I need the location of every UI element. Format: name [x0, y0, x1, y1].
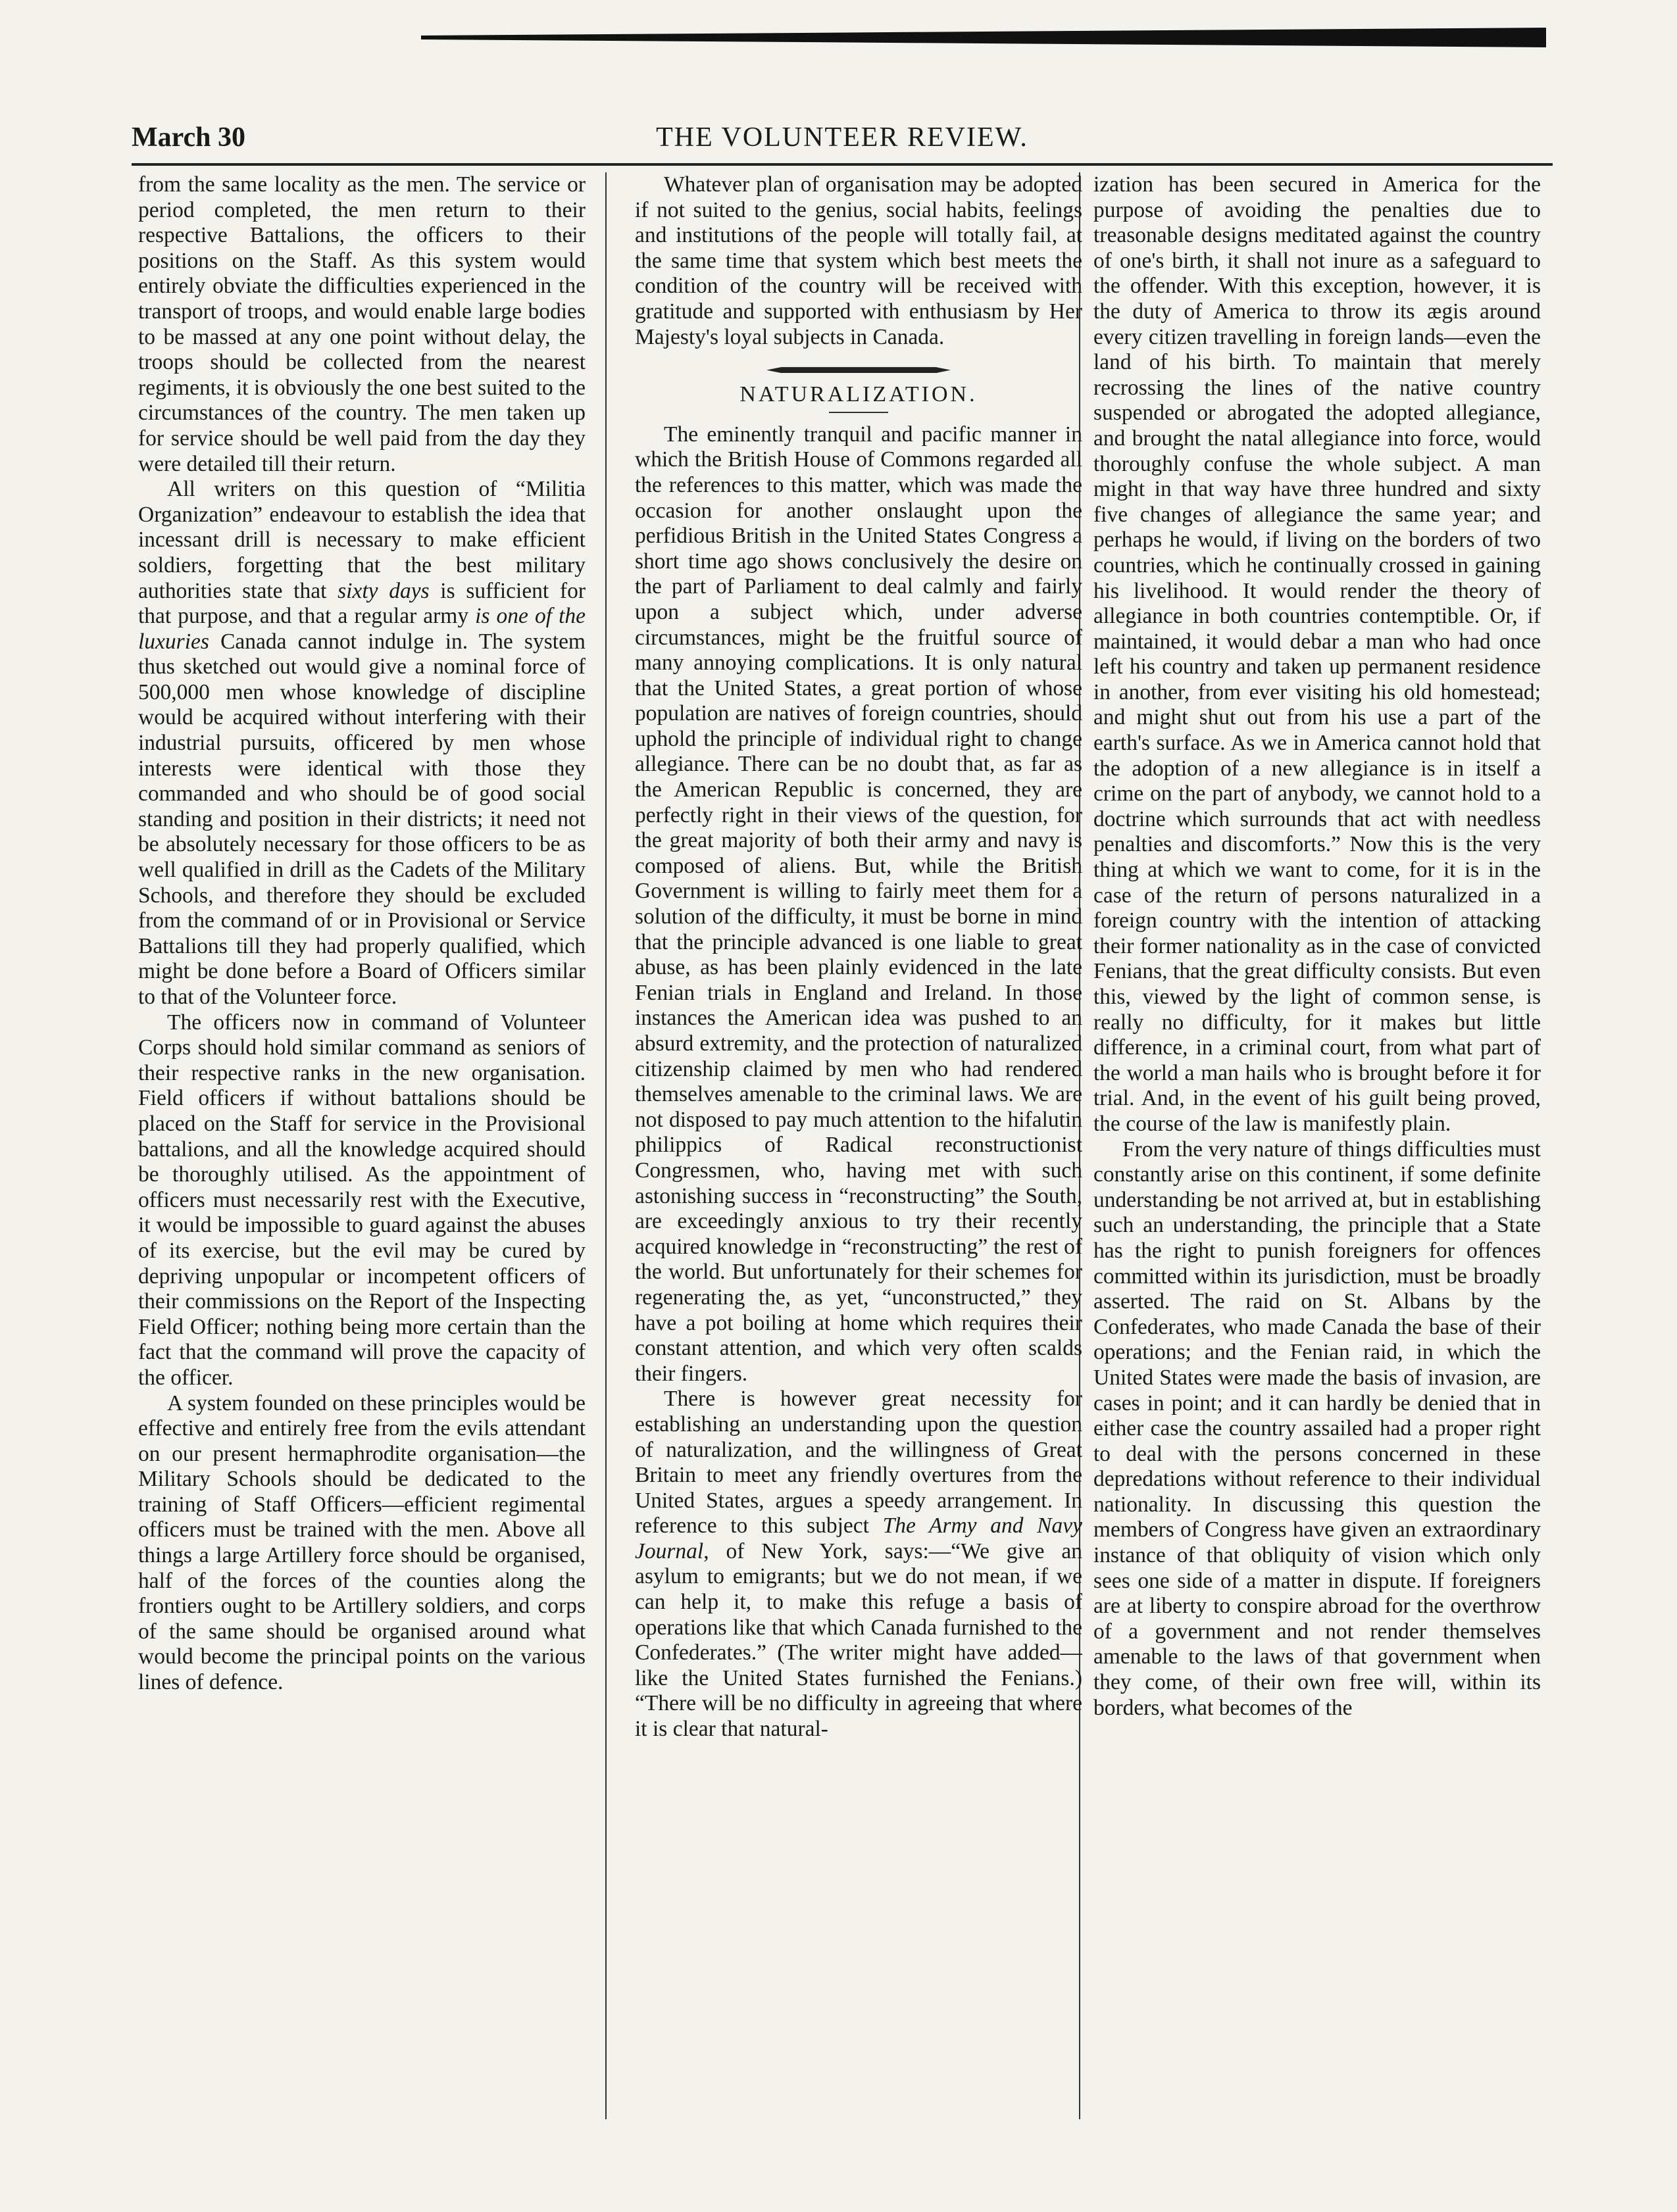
column-3	[1093, 172, 1541, 2146]
column-1	[138, 172, 586, 2146]
publication-title: THE VOLUNTEER REVIEW.	[656, 122, 1028, 153]
text-run: There is however great necessity for establishing an understanding upon the question of naturalization, and the willingness of Great Britain to meet any friendly overtures from the United States, argues a speedy arrangement. In reference to this subject	[635, 1387, 1082, 1538]
text-run: All writers on this question of “Militia Organization” endeavour to establish the idea that incessant drill is necessary to make efficient soldiers, forgetting that the best military authorities state that	[138, 477, 586, 603]
italic-text: sixty days	[338, 578, 430, 603]
paragraph: The eminently tranquil and pacific manner in which the British House of Commons regarded all the references to this matter, which was made the occasion for another onslaught upon the perfidious British in the United States Congress a short time ago shows conclusively the desire on the part of Parliament to deal calmly and fairly upon a subject which, under adverse circumstances, might be the fruitful source of many annoying complications. It is only natural that the United States, a great portion of whose population are natives of foreign countries, should uphold the principle of individual right to change allegiance. There can be no doubt that, as far as the American Republic is concerned, they are perfectly right in their views of the question, for the great majority of both their army and navy is composed of aliens. But, while the British Government is willing to fairly meet them for a solution of the difficulty, it must be borne in mind that the principle advanced is one liable to great abuse, as has been plainly evidenced in the late Fenian trials in England and Ireland. In those instances the American idea was pushed to an absurd extremity, and the protection of naturalized citizenship claimed by men who had rendered themselves amenable to the criminal laws. We are not disposed to pay much attention to the hifalutin philippics of Radical reconstructionist Congressmen, who, having met with such astonishing success in “reconstructing” the South, are exceedingly anxious to try their recently acquired knowledge in “reconstructing” the rest of the world. But unfortunately for their schemes for regenerating the, as yet, “unconstructed,” they have a pot boiling at home which requires their constant attention, and which very often scalds their fingers.	[635, 422, 1082, 1386]
heading-underline	[829, 412, 888, 413]
header-rule	[132, 163, 1553, 166]
paragraph: from the same locality as the men. The service or period completed, the men return to their respective Battalions, the officers to their positions on the Staff. As this system would entirely obviate the difficulties experienced in the transport of troops, and would enable large bodies to be massed at any one point without delay, the troops should be collected from the nearest regiments, it is obviously the one best suited to the circumstances of the country. The men taken up for service should be well paid from the day they were detailed till their return.	[138, 172, 586, 476]
text-run: is sufficient for that purpose, and that a regular army	[138, 578, 586, 629]
paragraph: ization has been secured in America for the purpose of avoiding the penalties due to treasonable designs meditated against the country of one's birth, it shall not inure as a safeguard to the offender. With this exception, however, it is the duty of America to throw its ægis around every citizen travelling in foreign lands—even the land of his birth. To maintain that merely recrossing the lines of the native country suspended or abrogated the adopted allegiance, and brought the natal allegiance into force, would thoroughly confuse the whole subject. A man might in that way have three hundred and sixty five changes of allegiance the same year; and perhaps he would, if living on the borders of two countries, which he continually crossed in gaining his livelihood. It would render the theory of allegiance in both countries contemptible. Or, if maintained, it would debar a man who had once left his country and taken up permanent residence in another, from ever visiting his old homestead; and might shut out from his use a part of the earth's surface. As we in America cannot hold that the adoption of a new allegiance is in itself a crime on the part of anybody, we cannot hold to a doctrine which surrounds that act with needless penalties and discomforts.” Now this is the very thing at which we want to come, for it is in the case of the return of persons naturalized in a foreign country with the intention of attacking their former nationality as in the case of convicted Fenians, that the great difficulty consists. But even this, viewed by the light of common sense, is really no difficulty, for it makes but little difference, in a criminal court, from what part of the world a man hails who is brought before it for trial. And, in the event of his guilt being proved, the course of the law is manifestly plain.	[1093, 172, 1541, 1136]
page-header	[132, 122, 1553, 161]
printing-bar	[421, 28, 1546, 47]
ornamental-rule	[766, 367, 951, 373]
paragraph: From the very nature of things difficulties must constantly arise on this continent, if some definite understanding be not arrived at, but in establishing such an understanding, the principle that a State has the right to punish foreigners for offences committed within its jurisdiction, must be broadly asserted. The raid on St. Albans by the Confederates, who made Canada the base of their operations; and the Fenian raid, in which the United States were made the basis of invasion, are cases in point; and it can hardly be denied that in either case the country assailed had a proper right to deal with the persons concerned in these depredations without reference to their individual nationality. In discussing this question the members of Congress have given an extraordinary instance of that obliquity of vision which only sees one side of a matter in dispute. If foreigners are at liberty to conspire abroad for the overthrow of a government and not render themselves amenable to the laws of that government when they come, of their own free will, within its borders, what becomes of the	[1093, 1137, 1541, 1720]
paragraph: A system founded on these principles would be effective and entirely free from the evils attendant on our present hermaphrodite organisation—the Military Schools should be dedicated to the training of Staff Officers—efficient regimental officers must be trained with the men. Above all things a large Artillery force should be organised, half of the forces of the counties along the frontiers ought to be Artillery soldiers, and corps of the same should be organised around what would become the principal points on the various lines of defence.	[138, 1390, 586, 1695]
column-2	[635, 172, 1082, 2146]
paragraph	[635, 1387, 1082, 1742]
paragraph	[138, 477, 586, 1010]
italic-text: is one of the luxuries	[138, 604, 586, 654]
header-date: March 30	[132, 122, 246, 153]
paragraph: The officers now in command of Volunteer Corps should hold similar command as seniors of their respective ranks in the new organisation. Field officers if without battalions should be placed on the Staff for service in the Provisional battalions, and all the knowledge acquired should be thoroughly utilised. As the appointment of officers must necessarily rest with the Executive, it would be impossible to guard against the abuses of its exercise, but the evil may be cured by depriving unpopular or incompetent officers of their commissions on the Report of the Inspecting Field Officer; nothing being more certain than the fact that the command will prove the capacity of the officer.	[138, 1010, 586, 1390]
section-heading: NATURALIZATION.	[739, 382, 978, 407]
column-divider	[605, 172, 607, 2119]
paragraph: Whatever plan of organisation may be adopted if not suited to the genius, social habits, feelings and institutions of the people will totally fail, at the same time that system which best meets the condition of the country will be received with gratitude and supported with enthusiasm by Her Majesty's loyal subjects in Canada.	[635, 172, 1082, 349]
italic-text: The Army and Navy Journal	[635, 1513, 1082, 1563]
text-run: , of New York, says:—“We give an asylum to emigrants; but we do not mean, if we can help it, to make this refuge a basis of operations like that which Canada furnished to the Confederates.” (The writer might have added—like the United States furnished the Fenians.) “There will be no difficulty in agreeing that where it is clear that natural-	[635, 1538, 1082, 1742]
text-run: Canada cannot indulge in. The system thus sketched out would give a nominal force of 500,000 men whose knowledge of discipline would be acquired without interfering with their industrial pursuits, officered by men whose interests were identical with those they commanded and who should be of good social standing and position in their districts; it need not be absolutely necessary for those officers to be as well qualified in drill as the Cadets of the Military Schools, and therefore they should be excluded from the command of or in Provisional or Service Battalions till they had properly qualified, which might be done before a Board of Officers similar to that of the Volunteer force.	[138, 629, 586, 1009]
